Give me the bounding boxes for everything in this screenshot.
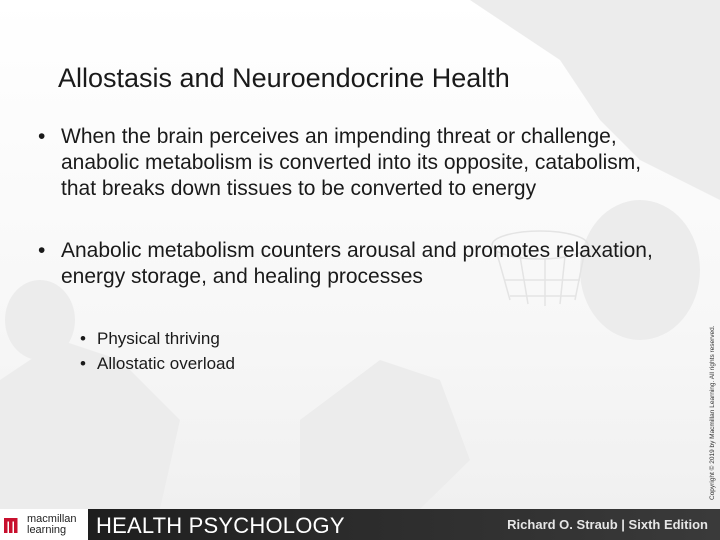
copyright-notice: Copyright © 2019 by Macmillan Learning. All rights reserved. <box>709 325 716 500</box>
author-edition: Richard O. Straub | Sixth Edition <box>507 517 708 532</box>
brand-line-1: macmillan <box>27 513 77 525</box>
bullet-item <box>38 124 658 202</box>
publisher-brand <box>27 514 77 536</box>
macmillan-logo-icon <box>3 515 23 535</box>
bullet-text: When the brain perceives an impending threat or challenge, anabolic metabolism is converted into its opposite, catabolism, that breaks down tissues to be converted to energy <box>61 125 642 200</box>
bullet-list <box>38 124 658 290</box>
bullet-marker: • <box>38 239 46 262</box>
footer <box>0 509 720 540</box>
footer-band <box>88 509 720 540</box>
book-title: HEALTH PSYCHOLOGY <box>96 513 345 538</box>
sub-bullet-item <box>80 351 235 376</box>
brand-line-2: learning <box>27 524 67 536</box>
bullet-item <box>38 238 658 290</box>
bullet-text: Anabolic metabolism counters arousal and promotes relaxation, energy storage, and healing processes <box>61 239 653 288</box>
sub-bullet-marker: • <box>80 329 86 348</box>
slide-title: Allostasis and Neuroendocrine Health <box>58 63 510 93</box>
sub-bullet-text: Allostatic overload <box>97 354 235 373</box>
sub-bullet-list <box>80 326 235 376</box>
sub-bullet-text: Physical thriving <box>97 329 220 348</box>
sub-bullet-marker: • <box>80 354 86 373</box>
bullet-marker: • <box>38 125 46 148</box>
sub-bullet-item <box>80 326 235 351</box>
